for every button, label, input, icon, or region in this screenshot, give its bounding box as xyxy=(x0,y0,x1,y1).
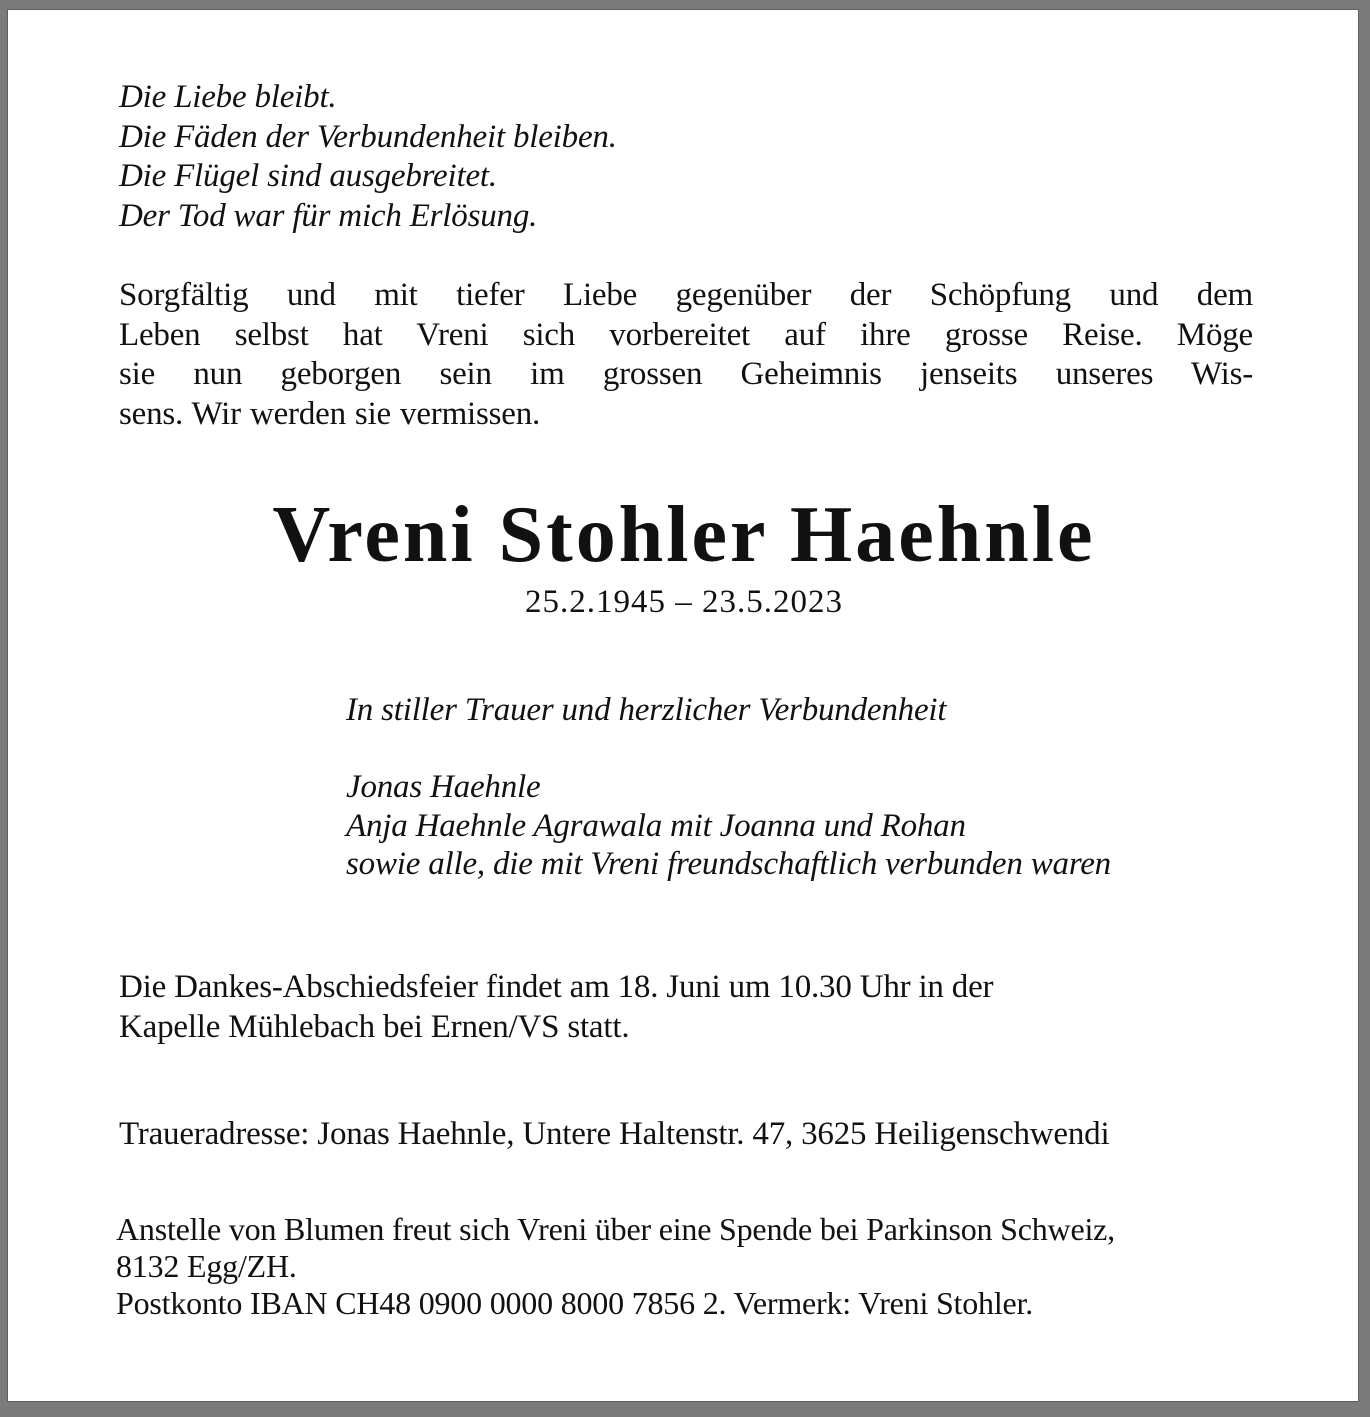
epigraph xyxy=(119,78,617,236)
deceased-name: Vreni Stohler Haehnle xyxy=(272,491,1096,579)
mourners-list xyxy=(346,768,1111,884)
intro-line: Sorgfältig und mit tiefer Liebe gegenüber der Schöpfung und dem xyxy=(119,277,1253,313)
ceremony-line: Kapelle Mühlebach bei Ernen/VS statt. xyxy=(119,1008,630,1045)
ceremony-info xyxy=(119,968,993,1047)
epigraph-line: Die Flügel sind ausgebreitet. xyxy=(119,158,497,194)
obituary-page xyxy=(7,9,1359,1402)
condolence-intro: In stiller Trauer und herzlicher Verbundenheit xyxy=(346,692,947,728)
mourner-line: Jonas Haehnle xyxy=(346,769,541,805)
epigraph-line: Die Liebe bleibt. xyxy=(119,79,337,115)
intro-paragraph xyxy=(119,276,1253,434)
donation-line: Postkonto IBAN CH48 0900 0000 8000 7856 2. Vermerk: Vreni Stohler. xyxy=(116,1285,1034,1321)
mourner-line: sowie alle, die mit Vreni freundschaftlich verbunden waren xyxy=(346,846,1111,882)
epigraph-line: Die Fäden der Verbundenheit bleiben. xyxy=(119,118,617,155)
intro-line: sie nun geborgen sein im grossen Geheimnis jenseits unseres Wis- xyxy=(119,356,1253,392)
donation-line: Anstelle von Blumen freut sich Vreni über eine Spende bei Parkinson Schweiz, xyxy=(116,1211,1115,1247)
mourner-line: Anja Haehnle Agrawala mit Joanna und Rohan xyxy=(346,807,966,844)
donation-info xyxy=(116,1211,1115,1322)
intro-line: sens. Wir werden sie vermissen. xyxy=(119,395,541,432)
ceremony-line: Die Dankes-Abschiedsfeier findet am 18. Juni um 10.30 Uhr in der xyxy=(119,969,994,1005)
donation-line: 8132 Egg/ZH. xyxy=(116,1248,297,1284)
epigraph-line: Der Tod war für mich Erlösung. xyxy=(119,197,538,234)
intro-line: Leben selbst hat Vreni sich vorbereitet auf ihre grosse Reise. Möge xyxy=(119,316,1253,353)
life-dates: 25.2.1945 – 23.5.2023 xyxy=(525,584,843,620)
mourning-address: Traueradresse: Jonas Haehnle, Untere Haltenstr. 47, 3625 Heiligenschwendi xyxy=(119,1116,1110,1152)
